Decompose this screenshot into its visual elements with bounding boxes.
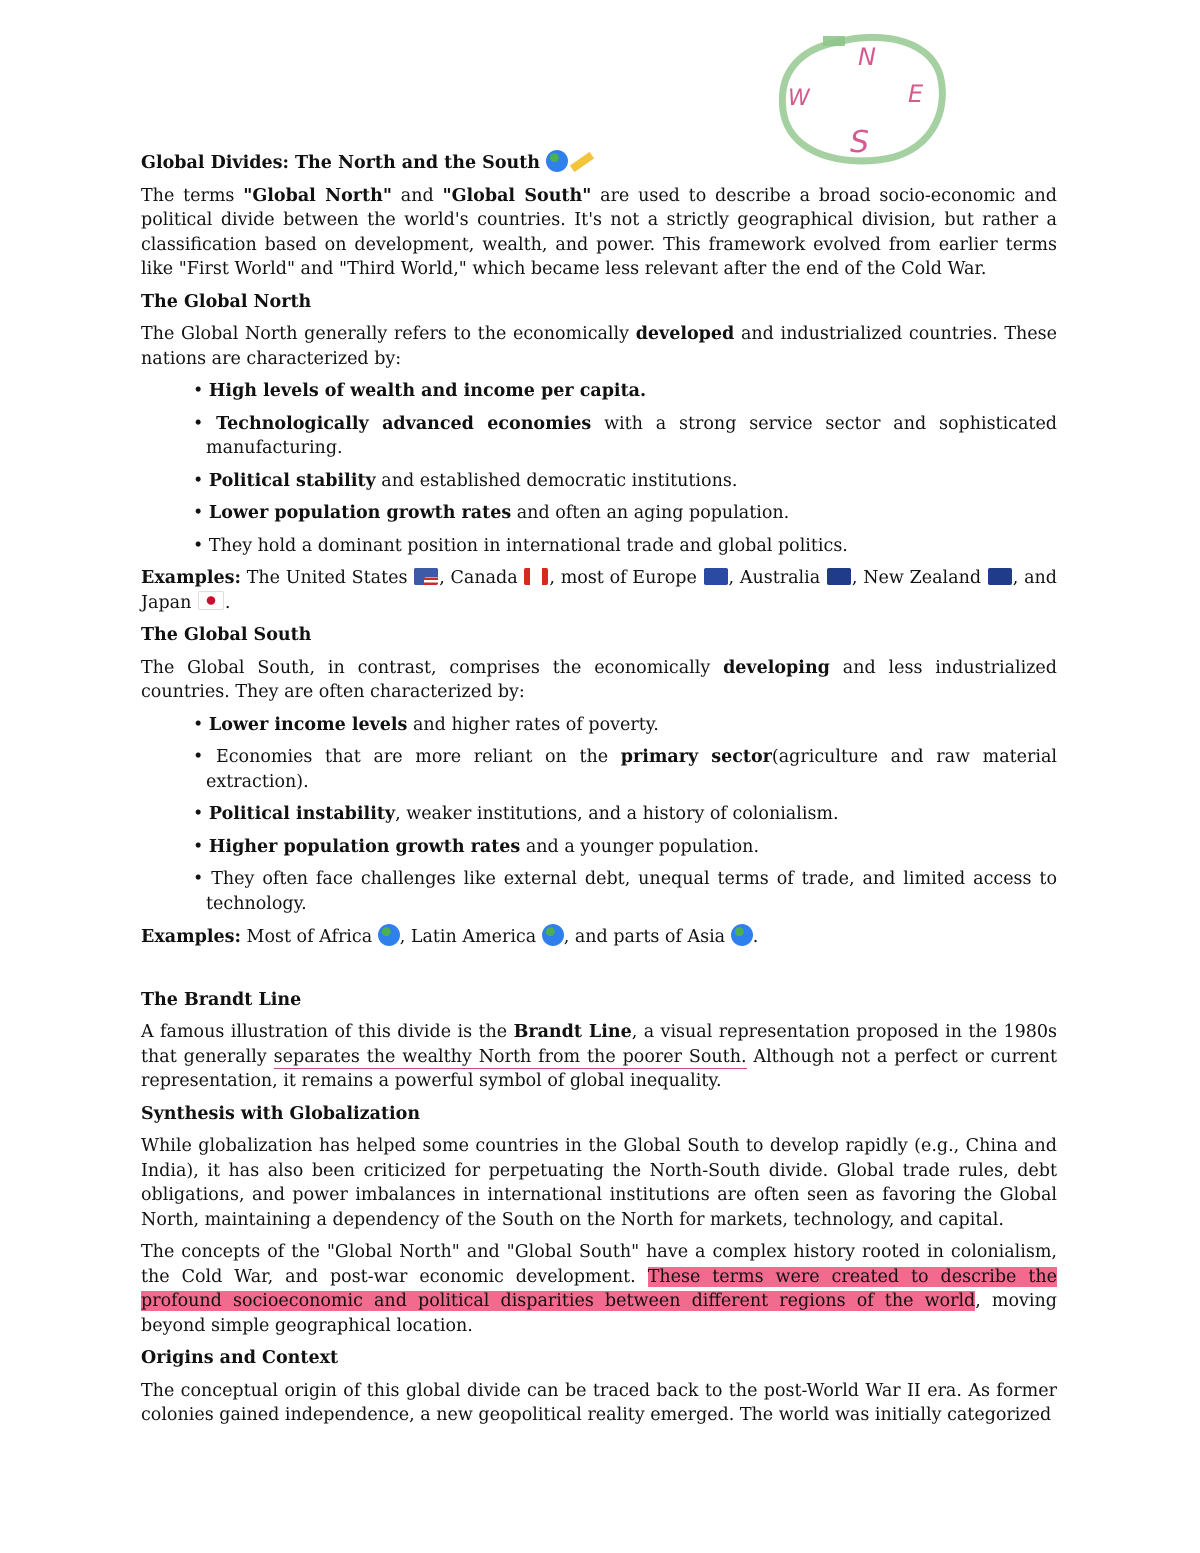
list-item: • Political instability, weaker institutions, and a history of colonialism. [193, 802, 1057, 827]
heading-synthesis: Synthesis with Globalization [141, 1103, 421, 1124]
us-flag-icon [414, 568, 438, 585]
japan-flag-icon [198, 591, 224, 610]
south-examples: Examples: Most of Africa , Latin America , and parts of Asia . [141, 924, 1057, 950]
compass-n: N [858, 43, 876, 71]
list-item: • Lower population growth rates and often an aging population. [193, 501, 1057, 526]
list-item: • High levels of wealth and income per capita. [193, 379, 1057, 404]
north-bullet-list [141, 379, 1057, 558]
globe-icon [546, 150, 568, 172]
new-zealand-flag-icon [988, 568, 1012, 585]
synthesis-paragraph-2: The concepts of the "Global North" and "Global South" have a complex history rooted in colonialism, the Cold War, and post-war economic development. These terms were created to describe the profound socioeconomic and political disparities between different regions of the world, moving beyond simple geographical location. [141, 1242, 1057, 1336]
pen-underline: separates the wealthy North from the poorer South. [273, 1046, 747, 1067]
list-item: • Political stability and established democratic institutions. [193, 469, 1057, 494]
synthesis-paragraph-1: While globalization has helped some countries in the Global South to develop rapidly (e.g., China and India), it has also been criticized for perpetuating the North-South divide. Global trade rules, debt obligations, and power imbalances in international institutions are often seen as favoring the Global North, maintaining a dependency of the South on the North for markets, technology, and capital. [141, 1136, 1057, 1230]
highlighted-text: These terms were created to describe the profound socioeconomic and political disparities between different regions of the world [141, 1266, 1057, 1311]
brandt-paragraph: A famous illustration of this divide is the Brandt Line, a visual representation proposed in the 1980s that generally separates the wealthy North from the poorer South. Although not a perfect or current representation, it remains a powerful symbol of global inequality. [141, 1022, 1058, 1091]
australia-flag-icon [827, 568, 851, 585]
south-intro: The Global South, in contrast, comprises the economically developing and less industrialized countries. They are often characterized by: [141, 657, 1057, 702]
south-bullet-list [141, 713, 1057, 917]
list-item: • Economies that are more reliant on the primary sector(agriculture and raw material extraction). [193, 745, 1057, 794]
globe-asia-icon [731, 924, 753, 946]
heading-brandt-line: The Brandt Line [141, 989, 302, 1010]
north-intro: The Global North generally refers to the economically developed and industrialized countries. These nations are characterized by: [141, 324, 1057, 369]
compass-e: E [908, 80, 924, 108]
heading-global-south: The Global South [141, 625, 312, 645]
eu-flag-icon [704, 568, 728, 585]
globe-africa-icon [378, 924, 400, 946]
canada-flag-icon [524, 568, 548, 585]
compass-w: W [788, 86, 810, 111]
ruler-icon [570, 152, 594, 172]
compass-sketch [778, 30, 946, 165]
list-item: • They often face challenges like external debt, unequal terms of trade, and limited access to technology. [193, 867, 1057, 916]
north-examples: Examples: The United States , Canada , most of Europe , Australia , New Zealand , and Japan . [141, 568, 1057, 613]
list-item: • Technologically advanced economies with a strong service sector and sophisticated manufacturing. [193, 412, 1057, 461]
globe-americas-icon [542, 924, 564, 946]
origins-paragraph: The conceptual origin of this global divide can be traced back to the post-World War II era. As former colonies gained independence, a new geopolitical reality emerged. The world was initially categorized [141, 1380, 1057, 1425]
compass-s: S [850, 125, 870, 160]
list-item: • Higher population growth rates and a younger population. [193, 835, 1057, 860]
document-page [141, 150, 1057, 1436]
list-item: • They hold a dominant position in international trade and global politics. [193, 534, 1057, 559]
intro-paragraph: The terms "Global North" and "Global South" are used to describe a broad socio-economic and political divide between the world's countries. It's not a strictly geographical division, but rather a classification based on development, wealth, and power. This framework evolved from earlier terms like "First World" and "Third World," which became less relevant after the end of the Cold War. [141, 185, 1057, 279]
document-title: Global Divides: The North and the South [141, 150, 1057, 176]
list-item: • Lower income levels and higher rates of poverty. [193, 713, 1057, 738]
heading-origins: Origins and Context [141, 1348, 339, 1368]
heading-global-north: The Global North [141, 291, 312, 312]
